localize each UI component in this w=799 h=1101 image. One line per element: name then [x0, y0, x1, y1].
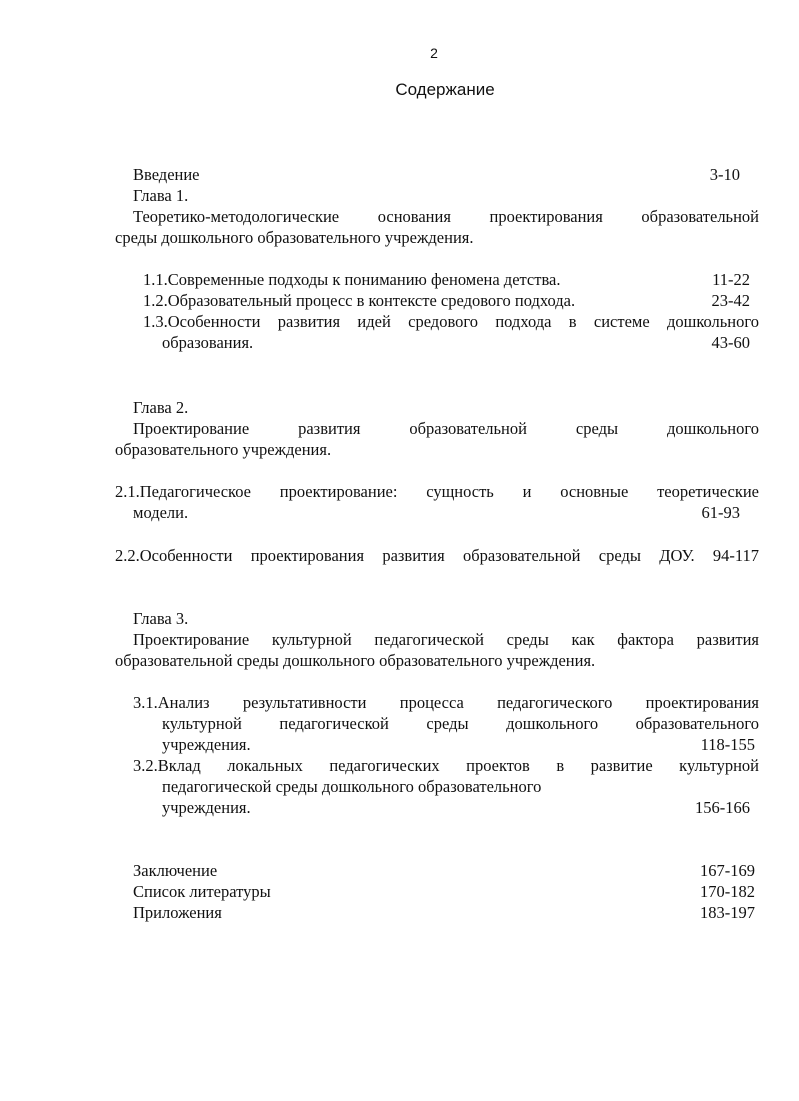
toc-intro-label: Введение	[133, 165, 200, 184]
chapter2-title-line1: Проектирование развития образовательной среды дошкольного	[133, 419, 759, 438]
toc-section-1-3-line1: 1.3.Особенности развития идей средового подхода в системе дошкольного	[143, 312, 759, 331]
toc-section-1-3-pages: 43-60	[711, 333, 750, 352]
toc-conclusion-label: Заключение	[133, 861, 218, 880]
toc-section-2-2: 2.2.Особенности проектирования развития образовательной среды ДОУ. 94-117	[115, 546, 759, 565]
chapter1-heading: Глава 1.	[133, 186, 189, 205]
toc-section-3-1-line2: культурной педагогической среды дошкольного образовательного	[162, 714, 759, 733]
toc-section-3-2-pages: 156-166	[695, 798, 750, 817]
toc-section-1-3-line2: образования.	[162, 333, 254, 352]
chapter3-title-line2: образовательной среды дошкольного образовательного учреждения.	[115, 651, 596, 670]
toc-section-3-1-pages: 118-155	[700, 735, 755, 754]
chapter1-title-line1: Теоретико-методологические основания проектирования образовательной	[133, 207, 759, 226]
toc-section-2-1-pages: 61-93	[701, 503, 740, 522]
toc-section-2-1-line2: модели.	[133, 503, 189, 522]
chapter2-heading: Глава 2.	[133, 398, 189, 417]
page-number: 2	[430, 45, 438, 61]
toc-section-1-1-pages: 11-22	[712, 270, 750, 289]
toc-section-3-1-line3: учреждения.	[162, 735, 251, 754]
toc-section-3-2-line1: 3.2.Вклад локальных педагогических проектов в развитие культурной	[133, 756, 759, 775]
toc-section-1-2-label: 1.2.Образовательный процесс в контексте средового подхода.	[143, 291, 576, 310]
toc-references-pages: 170-182	[700, 882, 755, 901]
toc-section-1-2-pages: 23-42	[711, 291, 750, 310]
toc-section-3-2-line3: учреждения.	[162, 798, 251, 817]
chapter1-title-line2: среды дошкольного образовательного учреждения.	[115, 228, 474, 247]
toc-appendices-pages: 183-197	[700, 903, 755, 922]
toc-appendices-label: Приложения	[133, 903, 222, 922]
toc-references-label: Список литературы	[133, 882, 271, 901]
page-title: Содержание	[395, 80, 495, 99]
toc-section-3-2-line2: педагогической среды дошкольного образовательного	[162, 777, 542, 796]
toc-section-2-1-line1: 2.1.Педагогическое проектирование: сущность и основные теоретические	[115, 482, 759, 501]
toc-conclusion-pages: 167-169	[700, 861, 755, 880]
chapter3-title-line1: Проектирование культурной педагогической среды как фактора развития	[133, 630, 759, 649]
chapter2-title-line2: образовательного учреждения.	[115, 440, 332, 459]
toc-section-3-1-line1: 3.1.Анализ результативности процесса педагогического проектирования	[133, 693, 759, 712]
chapter3-heading: Глава 3.	[133, 609, 189, 628]
toc-section-1-1-label: 1.1.Современные подходы к пониманию феномена детства.	[143, 270, 561, 289]
toc-intro-pages: 3-10	[709, 165, 740, 184]
